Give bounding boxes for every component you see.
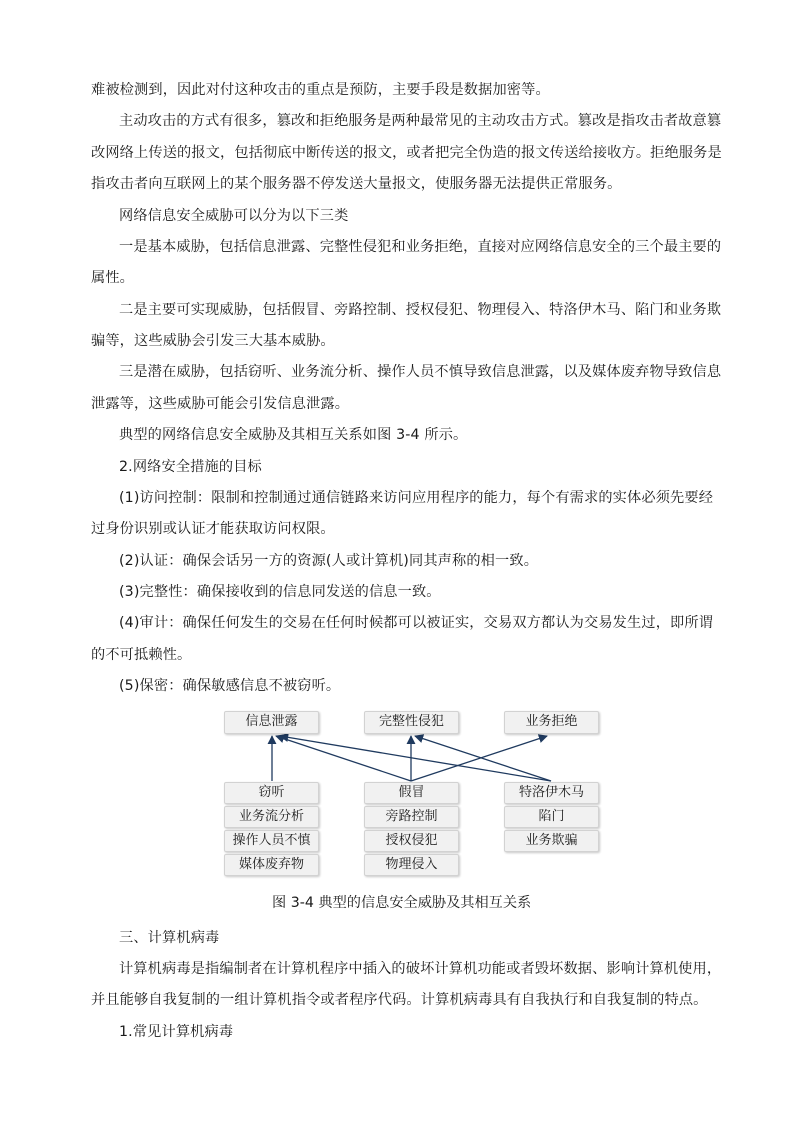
paragraph-line: 属性。 bbox=[91, 270, 135, 286]
paragraph-line: 二是主要可实现威胁，包括假冒、旁路控制、授权侵犯、物理侵入、特洛伊木马、陷门和业务欺 bbox=[119, 302, 722, 318]
paragraph-line: 网络信息安全威胁可以分为以下三类 bbox=[119, 208, 349, 224]
realizable-threat-box: 陷门 bbox=[504, 806, 599, 828]
section-heading: 1.常见计算机病毒 bbox=[119, 1024, 234, 1040]
paragraph-line: 的不可抵赖性。 bbox=[91, 647, 192, 663]
realizable-threat-box: 物理侵入 bbox=[364, 854, 459, 876]
realizable-threat-box: 授权侵犯 bbox=[364, 830, 459, 852]
paragraph-line: 计算机病毒是指编制者在计算机程序中插入的破坏计算机功能或者毁坏数据、影响计算机使用， bbox=[119, 961, 722, 977]
potential-threat-box: 业务流分析 bbox=[224, 806, 319, 828]
paragraph-line: 骗等，这些威胁会引发三大基本威胁。 bbox=[91, 333, 335, 349]
arrow-impersonate-to-leak bbox=[276, 736, 411, 781]
section-heading: 2.网络安全措施的目标 bbox=[119, 459, 262, 475]
potential-threat-box: 媒体废弃物 bbox=[224, 854, 319, 876]
paragraph-line: 三是潜在威胁，包括窃听、业务流分析、操作人员不慎导致信息泄露，以及媒体废弃物导致信息 bbox=[119, 364, 722, 380]
paragraph-line: 过身份识别或认证才能获取访问权限。 bbox=[91, 521, 335, 537]
paragraph-line: 并且能够自我复制的一组计算机指令或者程序代码。计算机病毒具有自我执行和自我复制的特点。 bbox=[91, 992, 708, 1008]
potential-threat-box: 操作人员不慎 bbox=[224, 830, 319, 852]
basic-threat-box: 业务拒绝 bbox=[504, 711, 599, 734]
realizable-threat-box: 旁路控制 bbox=[364, 806, 459, 828]
paragraph-line: 改网络上传送的报文，包括彻底中断传送的报文，或者把完全伪造的报文传送给接收方。拒绝服务是 bbox=[91, 145, 722, 161]
realizable-threat-box: 特洛伊木马 bbox=[504, 782, 599, 804]
realizable-threat-box: 业务欺骗 bbox=[504, 830, 599, 852]
figure-caption: 图 3-4 典型的信息安全威胁及其相互关系 bbox=[272, 895, 532, 911]
basic-threat-box: 信息泄露 bbox=[224, 711, 319, 734]
paragraph-line: 一是基本威胁，包括信息泄露、完整性侵犯和业务拒绝，直接对应网络信息安全的三个最主要的 bbox=[119, 239, 722, 255]
paragraph-line: 主动攻击的方式有很多，篡改和拒绝服务是两种最常见的主动攻击方式。篡改是指攻击者故意篡 bbox=[119, 113, 722, 129]
paragraph-line: 典型的网络信息安全威胁及其相互关系如图 3-4 所示。 bbox=[119, 427, 468, 443]
arrow-trojan-to-integrity bbox=[415, 736, 551, 781]
basic-threat-box: 完整性侵犯 bbox=[364, 711, 459, 734]
arrow-trojan-to-leak bbox=[280, 736, 551, 781]
paragraph-line: (2)认证：确保会话另一方的资源(人或计算机)同其声称的相一致。 bbox=[119, 553, 539, 569]
arrow-impersonate-to-denial bbox=[411, 736, 547, 781]
paragraph-line: (1)访问控制：限制和控制通过通信链路来访问应用程序的能力，每个有需求的实体必须先要经 bbox=[119, 490, 714, 506]
potential-threat-box: 窃听 bbox=[224, 782, 319, 804]
paragraph-line: 难被检测到，因此对付这种攻击的重点是预防，主要手段是数据加密等。 bbox=[91, 82, 550, 98]
paragraph-line: (5)保密：确保敏感信息不被窃听。 bbox=[119, 678, 341, 694]
paragraph-line: 指攻击者向互联网上的某个服务器不停发送大量报文，使服务器无法提供正常服务。 bbox=[91, 176, 622, 192]
section-heading: 三、计算机病毒 bbox=[119, 930, 220, 946]
paragraph-line: 泄露等，这些威胁可能会引发信息泄露。 bbox=[91, 396, 350, 412]
realizable-threat-box: 假冒 bbox=[364, 782, 459, 804]
paragraph-line: (4)审计：确保任何发生的交易在任何时候都可以被证实，交易双方都认为交易发生过，即所谓 bbox=[119, 615, 714, 631]
paragraph-line: (3)完整性：确保接收到的信息同发送的信息一致。 bbox=[119, 584, 441, 600]
